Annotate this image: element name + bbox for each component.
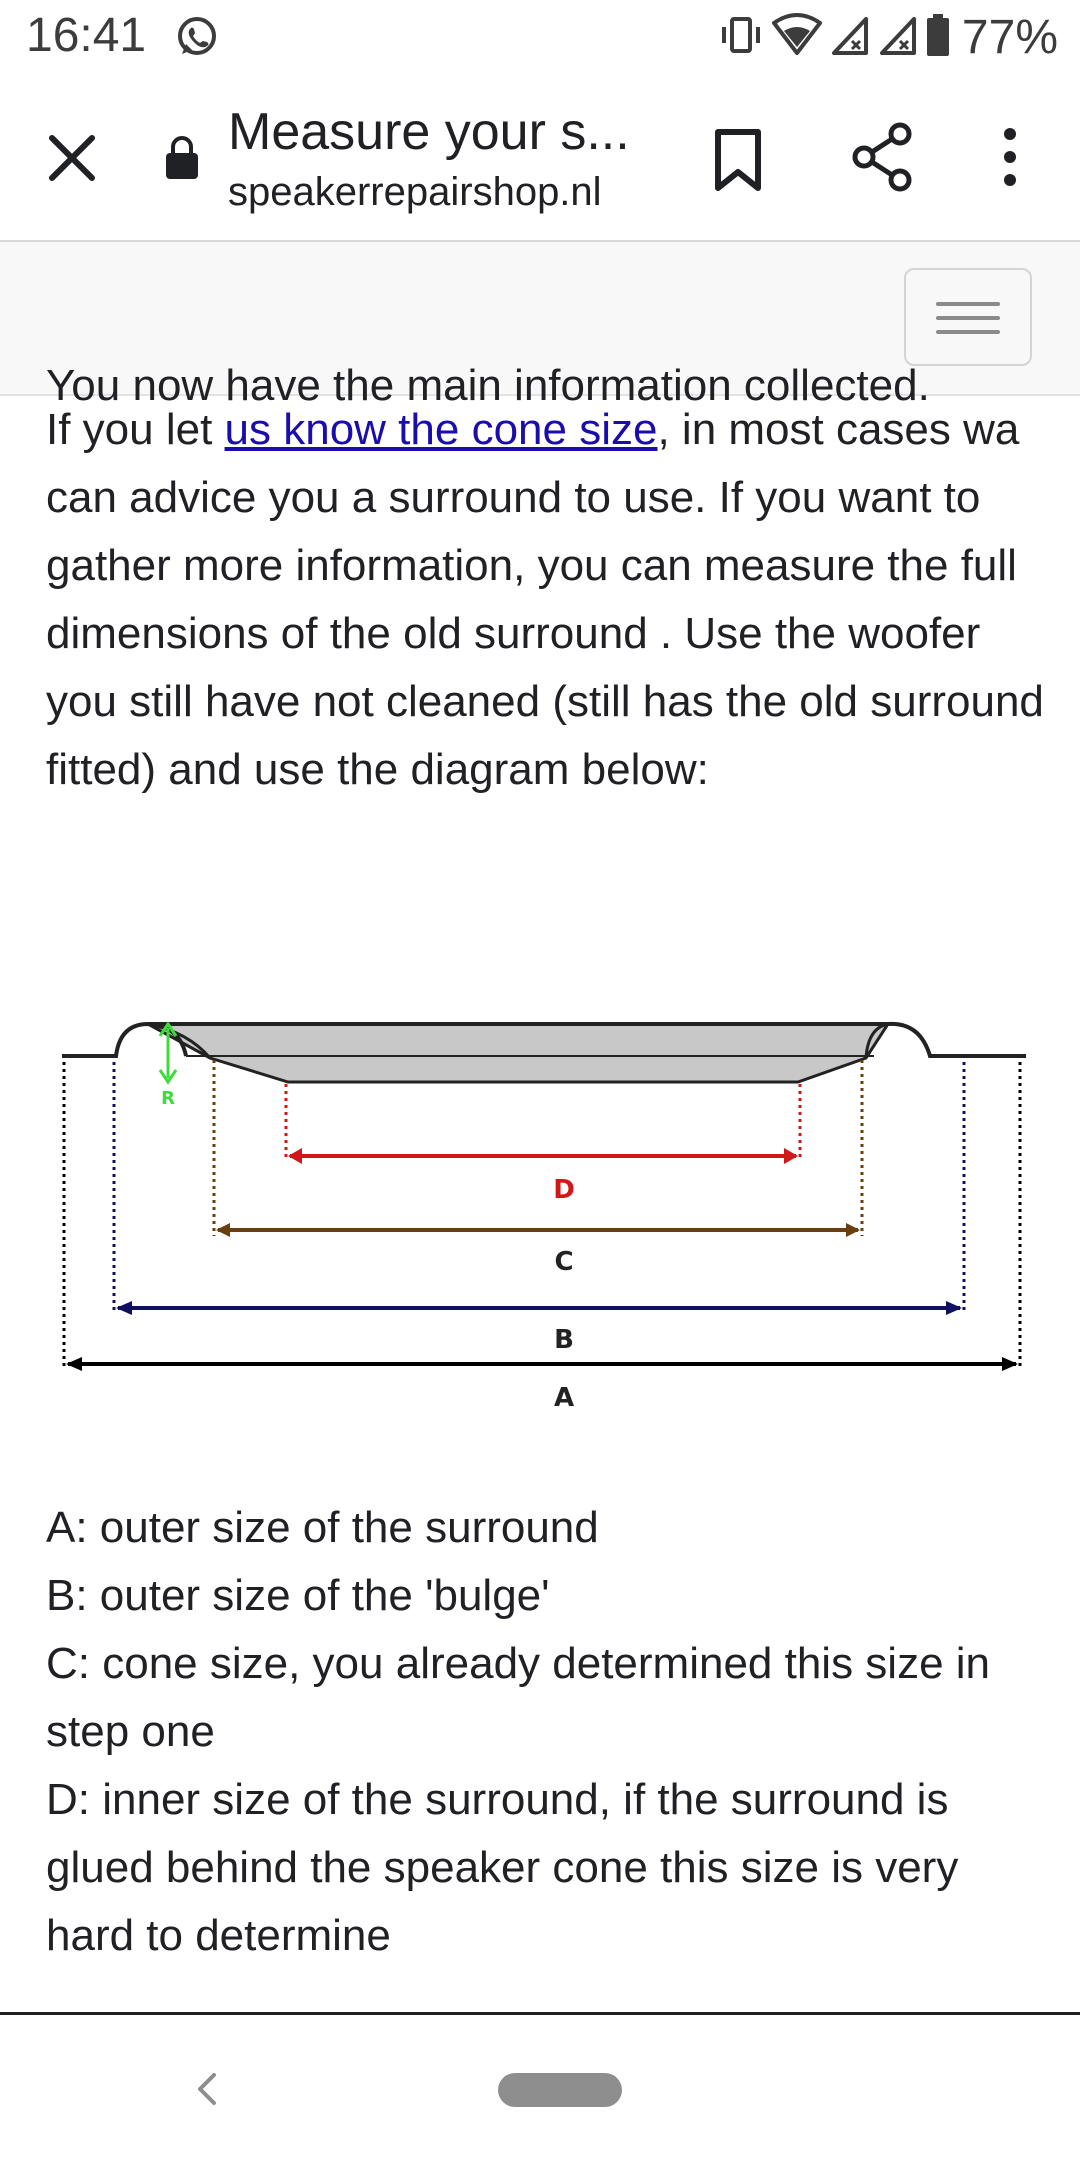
label-b: B (554, 1325, 574, 1355)
vibrate-icon (718, 15, 764, 60)
definition-a: A: outer size of the surround (46, 1503, 599, 1552)
system-nav-bar (0, 2012, 1080, 2160)
status-bar (0, 0, 1080, 76)
label-r: R (161, 1088, 175, 1109)
lock-icon[interactable] (164, 134, 200, 185)
definition-d: D: inner size of the surround, if the surround is glued behind the speaker cone this size is very hard to determine (46, 1775, 959, 1960)
cone-size-link[interactable]: us know the cone size (224, 405, 658, 454)
browser-toolbar (0, 76, 1080, 240)
definition-b: B: outer size of the 'bulge' (46, 1571, 550, 1620)
share-icon[interactable] (850, 122, 916, 197)
battery-percent: 77% (961, 11, 1058, 64)
cut-off-line: You now have the main information collected. (46, 361, 930, 410)
label-c: C (554, 1247, 574, 1277)
label-a: A (553, 1383, 575, 1413)
home-pill[interactable] (498, 2073, 622, 2107)
label-d: D (553, 1175, 575, 1205)
signal-icon (878, 15, 918, 60)
status-time: 16:41 (26, 9, 147, 62)
page-url[interactable]: speakerrepairshop.nl (228, 170, 602, 214)
page-title[interactable]: Measure your s... (228, 103, 630, 161)
speaker-cone (148, 1024, 888, 1082)
article-paragraph (46, 396, 1046, 804)
battery-icon (926, 13, 950, 62)
definition-c: C: cone size, you already determined this size in step one (46, 1639, 991, 1756)
paragraph-text: If you let (46, 405, 225, 454)
back-chevron-icon[interactable] (192, 2067, 222, 2116)
whatsapp-icon (174, 14, 220, 65)
paragraph-text: , in most cases wa can advice you a surround to use. If you want to gather more information, you can measure the full dimensions of the old surround . Use the woofer you still have not cleaned (still has the old surround fitted) and use the diagram below: (46, 405, 1044, 794)
wifi-icon (772, 15, 822, 60)
article-content (0, 361, 1080, 2016)
bookmark-icon[interactable] (710, 126, 766, 201)
more-vert-icon[interactable] (998, 124, 1022, 195)
close-icon[interactable] (42, 128, 102, 193)
definitions-list (46, 1494, 1046, 1970)
surround-dimensions-diagram (58, 1002, 1038, 1427)
signal-icon (830, 15, 870, 60)
